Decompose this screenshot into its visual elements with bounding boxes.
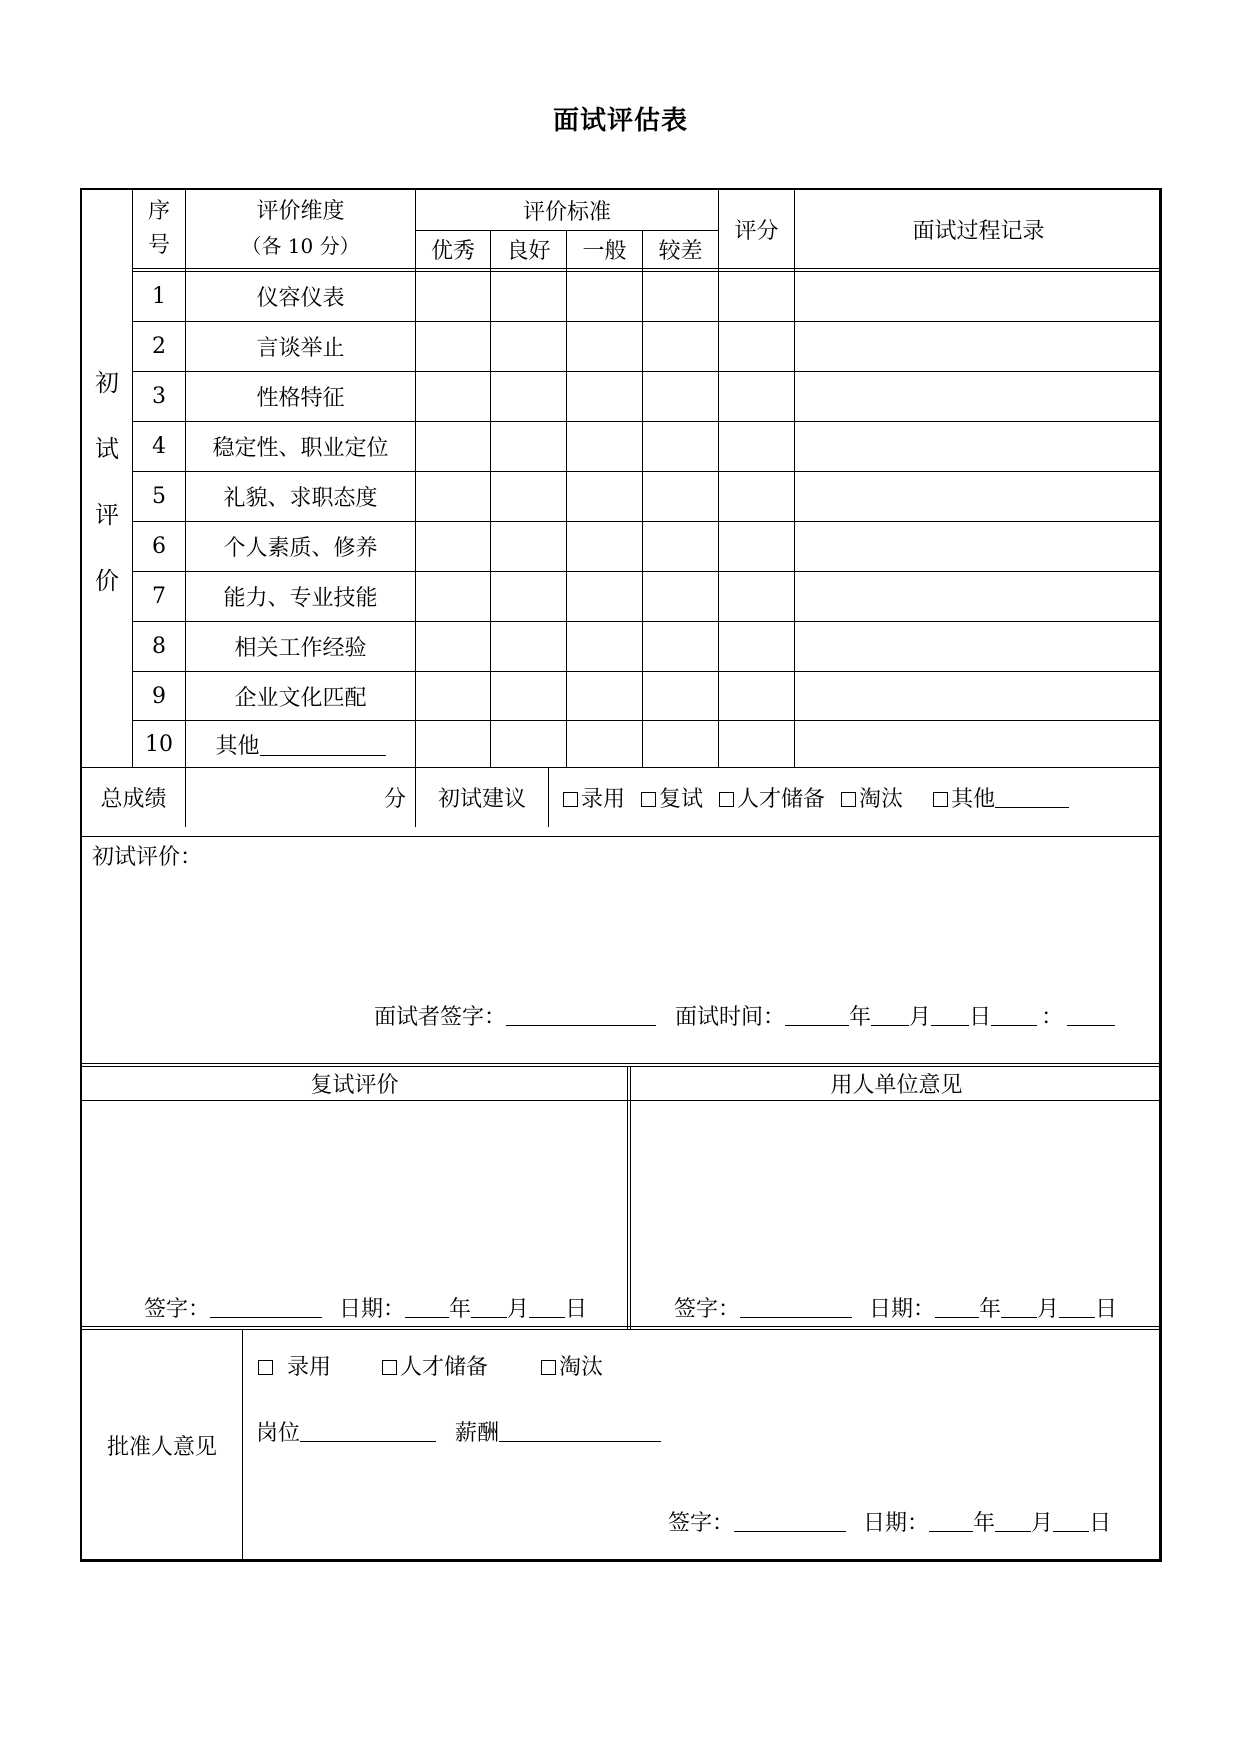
header-dimension-line: 评价维度 xyxy=(256,199,345,224)
signature-label: 签字： xyxy=(674,1297,741,1322)
month-label: 月 xyxy=(507,1297,530,1322)
position-label: 岗位 xyxy=(256,1421,301,1446)
row-number: 2 xyxy=(152,334,166,359)
option-label: 复试 xyxy=(659,787,704,812)
row-item: 个人素质、修养 xyxy=(223,536,378,561)
day-label: 日 xyxy=(1095,1297,1118,1322)
approver-opinion-label: 批准人意见 xyxy=(106,1434,217,1460)
signature-blank[interactable] xyxy=(506,1003,656,1026)
row-item-other xyxy=(186,721,415,767)
salary-label: 薪酬 xyxy=(455,1421,500,1446)
colon-label: ： xyxy=(1041,1005,1064,1030)
day-blank[interactable] xyxy=(529,1295,565,1318)
side-label-char: 初 xyxy=(95,369,119,397)
day-blank[interactable] xyxy=(931,1003,969,1026)
checkbox-icon[interactable] xyxy=(719,792,734,807)
side-label-char: 试 xyxy=(95,435,119,463)
header-dimension xyxy=(186,190,415,268)
option-label: 其他 xyxy=(951,787,996,812)
other-blank-line[interactable] xyxy=(260,733,386,756)
header-score: 评分 xyxy=(734,218,779,244)
month-blank[interactable] xyxy=(471,1295,507,1318)
signature-label: 签字： xyxy=(668,1511,735,1536)
row-number: 10 xyxy=(145,731,173,757)
day-label: 日 xyxy=(565,1297,588,1322)
hour-blank[interactable] xyxy=(991,1003,1037,1026)
year-label: 年 xyxy=(449,1297,472,1322)
approval-option-talent-pool[interactable] xyxy=(382,1355,488,1380)
grid-line xyxy=(642,230,643,767)
header-level-poor: 较差 xyxy=(658,239,703,264)
row-number: 1 xyxy=(152,284,166,309)
day-blank[interactable] xyxy=(1053,1509,1089,1532)
header-level-good: 良好 xyxy=(506,239,551,264)
approval-option-hire[interactable] xyxy=(258,1355,331,1380)
employer-signature-line xyxy=(674,1292,1117,1323)
year-blank[interactable] xyxy=(785,1003,849,1026)
option-label: 淘汰 xyxy=(559,1355,604,1380)
checkbox-icon[interactable] xyxy=(933,792,948,807)
header-standard: 评价标准 xyxy=(522,199,611,225)
total-score-unit: 分 xyxy=(383,787,406,812)
grid-line xyxy=(242,1329,243,1562)
grid-line xyxy=(490,230,491,767)
grid-line xyxy=(80,1326,1162,1327)
header-dimension-line: （各 10 分） xyxy=(241,234,360,258)
row-item: 礼貌、求职态度 xyxy=(223,486,378,511)
approval-signature-line xyxy=(668,1506,1111,1537)
grid-line xyxy=(80,836,1162,837)
option-reject[interactable] xyxy=(841,782,903,813)
total-label: 总成绩 xyxy=(100,787,167,812)
grid-line xyxy=(718,188,719,767)
header-level-excellent: 优秀 xyxy=(430,239,475,264)
initial-evaluation-side-label xyxy=(82,350,132,614)
row-item: 相关工作经验 xyxy=(234,636,367,661)
row-number: 3 xyxy=(152,384,166,409)
grid-line xyxy=(627,1066,628,1329)
employer-opinion-title: 用人单位意见 xyxy=(830,1073,963,1098)
day-label: 日 xyxy=(1089,1511,1112,1536)
option-other[interactable] xyxy=(933,782,1069,813)
month-blank[interactable] xyxy=(995,1509,1031,1532)
option-label: 录用 xyxy=(287,1355,332,1380)
date-label: 日期： xyxy=(863,1511,930,1536)
year-blank[interactable] xyxy=(935,1295,979,1318)
signature-blank[interactable] xyxy=(210,1295,322,1318)
row-item: 能力、专业技能 xyxy=(223,586,378,611)
side-label-char: 评 xyxy=(95,501,119,529)
salary-blank[interactable] xyxy=(499,1419,661,1442)
row-number: 4 xyxy=(152,434,166,459)
signature-label: 签字： xyxy=(144,1297,211,1322)
month-label: 月 xyxy=(1037,1297,1060,1322)
minute-blank[interactable] xyxy=(1067,1003,1115,1026)
header-seq xyxy=(133,190,185,268)
grid-line xyxy=(566,230,567,767)
approval-option-reject[interactable] xyxy=(541,1355,603,1380)
suggestion-options xyxy=(549,768,1162,827)
approval-options xyxy=(258,1350,603,1381)
other-blank-line[interactable] xyxy=(995,785,1069,808)
row-number: 6 xyxy=(152,534,166,559)
header-level-average: 一般 xyxy=(582,239,627,264)
grid-line xyxy=(80,1063,1162,1064)
checkbox-icon[interactable] xyxy=(563,792,578,807)
row-item-label: 其他 xyxy=(215,733,260,759)
option-label: 录用 xyxy=(581,787,626,812)
option-label: 人才储备 xyxy=(400,1355,489,1380)
row-item: 言谈举止 xyxy=(256,336,345,361)
option-hire[interactable] xyxy=(563,782,625,813)
date-label: 日期： xyxy=(339,1297,406,1322)
option-label: 人才储备 xyxy=(737,787,826,812)
header-seq-line: 序 xyxy=(147,199,170,224)
row-number: 9 xyxy=(152,683,166,709)
option-talent-pool[interactable] xyxy=(719,782,825,813)
initial-signature-line xyxy=(374,1000,1115,1031)
option-retest[interactable] xyxy=(641,782,703,813)
month-label: 月 xyxy=(1031,1511,1054,1536)
row-item: 稳定性、职业定位 xyxy=(212,436,389,461)
position-salary-line xyxy=(256,1416,661,1447)
month-label: 月 xyxy=(909,1005,932,1030)
header-seq-line: 号 xyxy=(147,233,170,258)
signature-blank[interactable] xyxy=(734,1509,846,1532)
retest-evaluation-title: 复试评价 xyxy=(310,1073,399,1098)
row-item: 仪容仪表 xyxy=(256,286,345,311)
checkbox-icon[interactable] xyxy=(641,792,656,807)
year-label: 年 xyxy=(973,1511,996,1536)
row-number: 8 xyxy=(152,634,166,659)
month-blank[interactable] xyxy=(871,1003,909,1026)
date-label: 日期： xyxy=(869,1297,936,1322)
side-label-char: 价 xyxy=(95,567,119,595)
month-blank[interactable] xyxy=(1001,1295,1037,1318)
row-item: 企业文化匹配 xyxy=(234,685,367,711)
signature-label: 面试者签字： xyxy=(374,1005,507,1030)
day-label: 日 xyxy=(969,1005,992,1030)
row-item: 性格特征 xyxy=(256,386,345,411)
year-label: 年 xyxy=(849,1005,872,1030)
time-label: 面试时间： xyxy=(675,1005,786,1030)
grid-line xyxy=(415,188,416,827)
initial-comment-label: 初试评价： xyxy=(92,845,203,870)
grid-line xyxy=(80,1100,1162,1101)
grid-line xyxy=(132,268,1162,269)
checkbox-icon[interactable] xyxy=(258,1360,273,1375)
suggestion-label: 初试建议 xyxy=(437,787,526,812)
checkbox-icon[interactable] xyxy=(382,1360,397,1375)
option-label: 淘汰 xyxy=(859,787,904,812)
checkbox-icon[interactable] xyxy=(841,792,856,807)
page-title: 面试评估表 xyxy=(552,106,688,136)
header-record: 面试过程记录 xyxy=(912,218,1045,244)
signature-blank[interactable] xyxy=(740,1295,852,1318)
year-label: 年 xyxy=(979,1297,1002,1322)
grid-line xyxy=(794,188,795,767)
year-blank[interactable] xyxy=(405,1295,449,1318)
position-blank[interactable] xyxy=(300,1419,436,1442)
row-number: 5 xyxy=(152,484,166,509)
day-blank[interactable] xyxy=(1059,1295,1095,1318)
checkbox-icon[interactable] xyxy=(541,1360,556,1375)
retest-signature-line xyxy=(144,1292,587,1323)
year-blank[interactable] xyxy=(929,1509,973,1532)
row-number: 7 xyxy=(152,584,166,609)
